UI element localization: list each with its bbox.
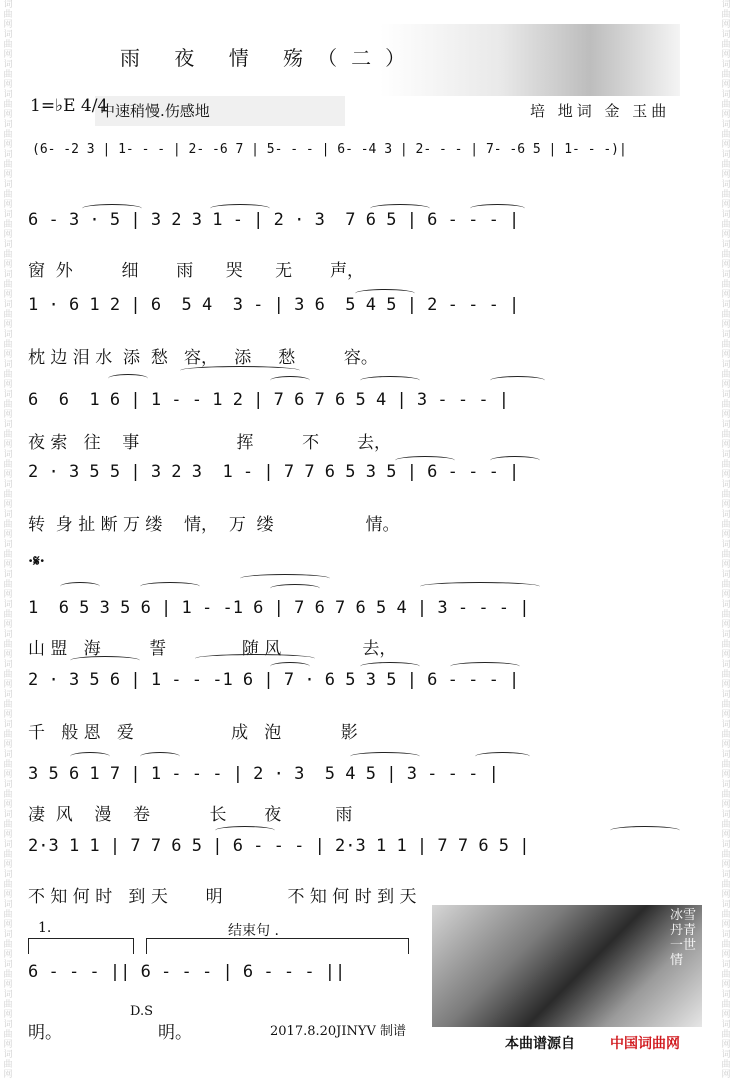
slur	[70, 656, 140, 665]
ds-mark: D.S	[130, 1004, 153, 1019]
slur	[270, 376, 310, 385]
lyrics-row: 窗 外 细 雨 哭 无 声，	[28, 261, 364, 281]
source-label: 本曲谱源自	[505, 1036, 575, 1052]
lyrics-row: 凄 风 漫 卷 长 夜 雨	[28, 805, 353, 825]
slur	[370, 204, 430, 213]
first-ending-bracket	[28, 938, 133, 939]
lyrics-row: 千 般 恩 爱 成 泡 影	[28, 723, 358, 743]
slur	[355, 289, 415, 298]
notation-row: 2 · 3 5 6 | 1 - - -1 6 | 7 · 6 5 3 5 | 6 - - - |	[28, 670, 520, 690]
first-ending-label: 1.	[38, 920, 52, 936]
slur	[70, 752, 110, 761]
tempo-marking: 中速稍慢.伤感地	[100, 102, 210, 120]
lyrics-row: 山 盟 海 誓 随 风 去，	[28, 639, 397, 659]
lyrics-row: 不 知 何 时 到 天 明 不 知 何 时 到 天	[28, 887, 417, 907]
lyrics-row: 枕 边 泪 水 添 愁 容， 添 愁 容。	[28, 348, 378, 368]
slur	[180, 366, 300, 375]
slur	[395, 456, 455, 465]
first-ending-tick	[133, 938, 134, 954]
final-lyric: 明。	[158, 1023, 192, 1043]
slur	[610, 826, 680, 835]
slur	[215, 826, 275, 835]
notation-row: 2 · 3 5 5 | 3 2 3 1 - | 7 7 6 5 3 5 | 6 - - - |	[28, 462, 520, 482]
slur	[108, 374, 148, 383]
slur	[450, 662, 520, 671]
notation-row: 6 6 1 6 | 1 - - 1 2 | 7 6 7 6 5 4 | 3 - - - |	[28, 390, 510, 410]
header-banner-painting	[380, 24, 680, 96]
slur	[240, 574, 330, 583]
slur	[82, 204, 142, 213]
transcriber-note: 2017.8.20JINYV 制谱	[270, 1024, 406, 1039]
notation-row: 1 · 6 1 2 | 6 5 4 3 - | 3 6 5 4 5 | 2 - - - |	[28, 295, 520, 315]
slur	[140, 582, 200, 591]
ending-label: 结束句 .	[228, 923, 279, 939]
notation-row: 3 5 6 1 7 | 1 - - - | 2 · 3 5 4 5 | 3 - - - |	[28, 764, 499, 784]
album-cover-caption: 冰雪丹青一世情	[670, 908, 697, 968]
slur	[360, 662, 420, 671]
slur	[490, 456, 540, 465]
slur	[420, 582, 540, 591]
slur	[270, 662, 310, 671]
notation-row: 1 6 5 3 5 6 | 1 - -1 6 | 7 6 7 6 5 4 | 3 - - - |	[28, 598, 530, 618]
slur	[60, 582, 100, 591]
notation-row: 2·3 1 1 | 7 7 6 5 | 6 - - - | 2·3 1 1 | 7 7 6 5 |	[28, 836, 530, 856]
slur	[210, 204, 270, 213]
right-margin-watermark: 词曲网 词曲网 词曲网 词曲网 词曲网 词曲网 词曲网 词曲网 词曲网 词曲网 词曲网 词曲网 词曲网 词曲网 词曲网 词曲网 词曲网 词曲网 词曲网 词曲网 词曲网 词曲网 词曲网 词曲网 词曲网 词曲网 词曲网 词曲网 词曲网 词曲网 词曲网 词曲网 词曲网 词曲网 词曲网 词曲网	[721, 0, 731, 1080]
lyrics-row: 夜 索 往 事 挥 不 去，	[28, 433, 391, 453]
source-site-link[interactable]: 中国词曲网	[610, 1036, 680, 1052]
left-margin-watermark: 词曲网 词曲网 词曲网 词曲网 词曲网 词曲网 词曲网 词曲网 词曲网 词曲网 词曲网 词曲网 词曲网 词曲网 词曲网 词曲网 词曲网 词曲网 词曲网 词曲网 词曲网 词曲网 词曲网 词曲网 词曲网 词曲网 词曲网 词曲网 词曲网 词曲网 词曲网 词曲网 词曲网 词曲网 词曲网 词曲网	[3, 0, 13, 1080]
ending-tick	[408, 938, 409, 954]
slur	[140, 752, 180, 761]
slur	[350, 752, 420, 761]
slur	[470, 204, 525, 213]
key-signature: 1=♭E 4/4	[30, 96, 109, 116]
slur	[490, 376, 545, 385]
ending-tick	[146, 938, 147, 954]
album-cover-image	[432, 905, 702, 1027]
credits: 培 地词 金 玉曲	[530, 102, 671, 120]
slur	[475, 752, 530, 761]
slur	[360, 376, 420, 385]
slur	[270, 584, 320, 593]
final-lyric: 明。	[28, 1023, 62, 1043]
first-ending-tick	[28, 938, 29, 954]
final-notation-row: 6 - - - || 6 - - - | 6 - - - ||	[28, 962, 346, 982]
lyrics-row: 转 身 扯 断 万 缕 情， 万 缕 情。	[28, 515, 400, 535]
notation-row: 6 - 3 · 5 | 3 2 3 1 - | 2 · 3 7 6 5 | 6 - - - |	[28, 210, 520, 230]
score-title: 雨 夜 情 殇（二）	[120, 46, 420, 70]
segno-mark: ·𝄋·	[28, 552, 45, 570]
intro-line: (6- -2 3 | 1- - - | 2- -6 7 | 5- - - | 6- -4 3 | 2- - - | 7- -6 5 | 1- - -)|	[32, 142, 627, 157]
